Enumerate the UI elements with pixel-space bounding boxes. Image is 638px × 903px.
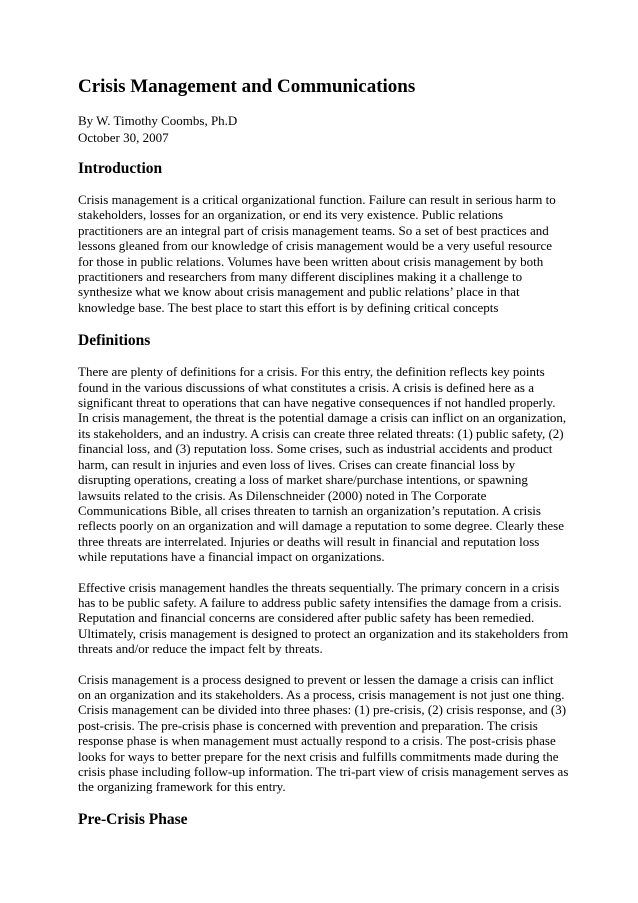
text-line: for those in public relations. Volumes have been written about crisis management by both	[78, 253, 544, 269]
text-line: harm, can result in injuries and even loss of lives. Crises can create financial loss by	[78, 456, 516, 472]
text-line: lessons gleaned from our knowledge of crisis management would be a very useful resource	[78, 238, 552, 254]
text-line: disrupting operations, creating a loss of market share/purchase intentions, or spawning	[78, 472, 528, 488]
text-line: Crisis management is a process designed to prevent or lessen the damage a crisis can inflict	[78, 671, 554, 687]
introduction-heading: Introduction	[78, 160, 163, 177]
text-line: crisis phase including follow-up information. The tri-part view of crisis management serves as	[78, 764, 569, 779]
text-line: its stakeholders, and an industry. A crisis can create three related threats: (1) public safety, (2)	[78, 425, 564, 441]
text-line: while reputations have a financial impact on organizations.	[78, 549, 385, 565]
definitions-paragraph-1	[78, 364, 568, 564]
text-line: practitioners and researchers from many different disciplines making it a challenge to	[78, 269, 523, 285]
text-line: looks for ways to better prepare for the next crisis and fulfills commitments made during the	[78, 748, 559, 764]
definitions-paragraph-3	[78, 672, 568, 795]
text-line: Ultimately, crisis management is designed to protect an organization and its stakeholders from	[78, 625, 569, 641]
date-line: October 30, 2007	[78, 130, 169, 145]
text-line: on an organization and its stakeholders. As a process, crisis management is not just one thing.	[78, 686, 565, 702]
document-title: Crisis Management and Communications	[78, 76, 416, 97]
author-line: By W. Timothy Coombs, Ph.D	[78, 113, 238, 128]
text-line: practitioners are an integral part of crisis management teams. So a set of best practices and	[78, 222, 549, 238]
definitions-paragraph-2	[78, 580, 568, 657]
text-line: Crisis management can be divided into three phases: (1) pre-crisis, (2) crisis response, and (3)	[78, 702, 567, 718]
text-line: There are plenty of definitions for a crisis. For this entry, the definition reflects key points	[78, 364, 545, 380]
text-line: threats and/or reduce the impact felt by threats.	[78, 641, 323, 657]
definitions-heading: Definitions	[78, 332, 151, 350]
text-line: Communications Bible, all crises threaten to tarnish an organization’s reputation. A crisis	[78, 502, 541, 518]
document-meta	[78, 112, 568, 146]
pre-crisis-heading: Pre-Crisis Phase	[78, 810, 188, 828]
text-line: lawsuits related to the crisis. As Dilenschneider (2000) noted in The Corporate	[78, 487, 487, 503]
text-line: Effective crisis management handles the threats sequentially. The primary concern in a crisis	[78, 579, 560, 595]
text-line: significant threat to operations that can have negative consequences if not handled properly.	[78, 395, 556, 411]
text-line: In crisis management, the threat is the potential damage a crisis can inflict on an organization,	[78, 410, 567, 426]
text-line: has to be public safety. A failure to address public safety intensifies the damage from a crisis.	[78, 594, 562, 610]
document-page	[78, 74, 568, 830]
text-line: knowledge base. The best place to start this effort is by defining critical concepts	[78, 299, 499, 315]
text-line: three threats are interrelated. Injuries or deaths will result in financial and reputation loss	[78, 533, 540, 549]
text-line: Reputation and financial concerns are considered after public safety has been remedied.	[78, 610, 535, 626]
text-line: response phase is when management must actually respond to a crisis. The post-crisis phase	[78, 733, 556, 749]
introduction-paragraph	[78, 192, 568, 315]
text-line: financial loss, and (3) reputation loss. Some crises, such as industrial accidents and product	[78, 441, 553, 457]
text-line: reflects poorly on an organization and will damage a reputation to some degree. Clearly these	[78, 518, 565, 534]
text-line: stakeholders, losses for an organization, or end its very existence. Public relations	[78, 207, 504, 223]
text-line: post-crisis. The pre-crisis phase is concerned with prevention and preparation. The crisis	[78, 717, 538, 733]
text-line: the organizing framework for this entry.	[78, 779, 286, 795]
text-line: found in the various discussions of what constitutes a crisis. A crisis is defined here as a	[78, 379, 535, 395]
text-line: Crisis management is a critical organizational function. Failure can result in serious harm to	[78, 192, 556, 207]
text-line: synthesize what we know about crisis management and public relations’ place in that	[78, 284, 520, 300]
